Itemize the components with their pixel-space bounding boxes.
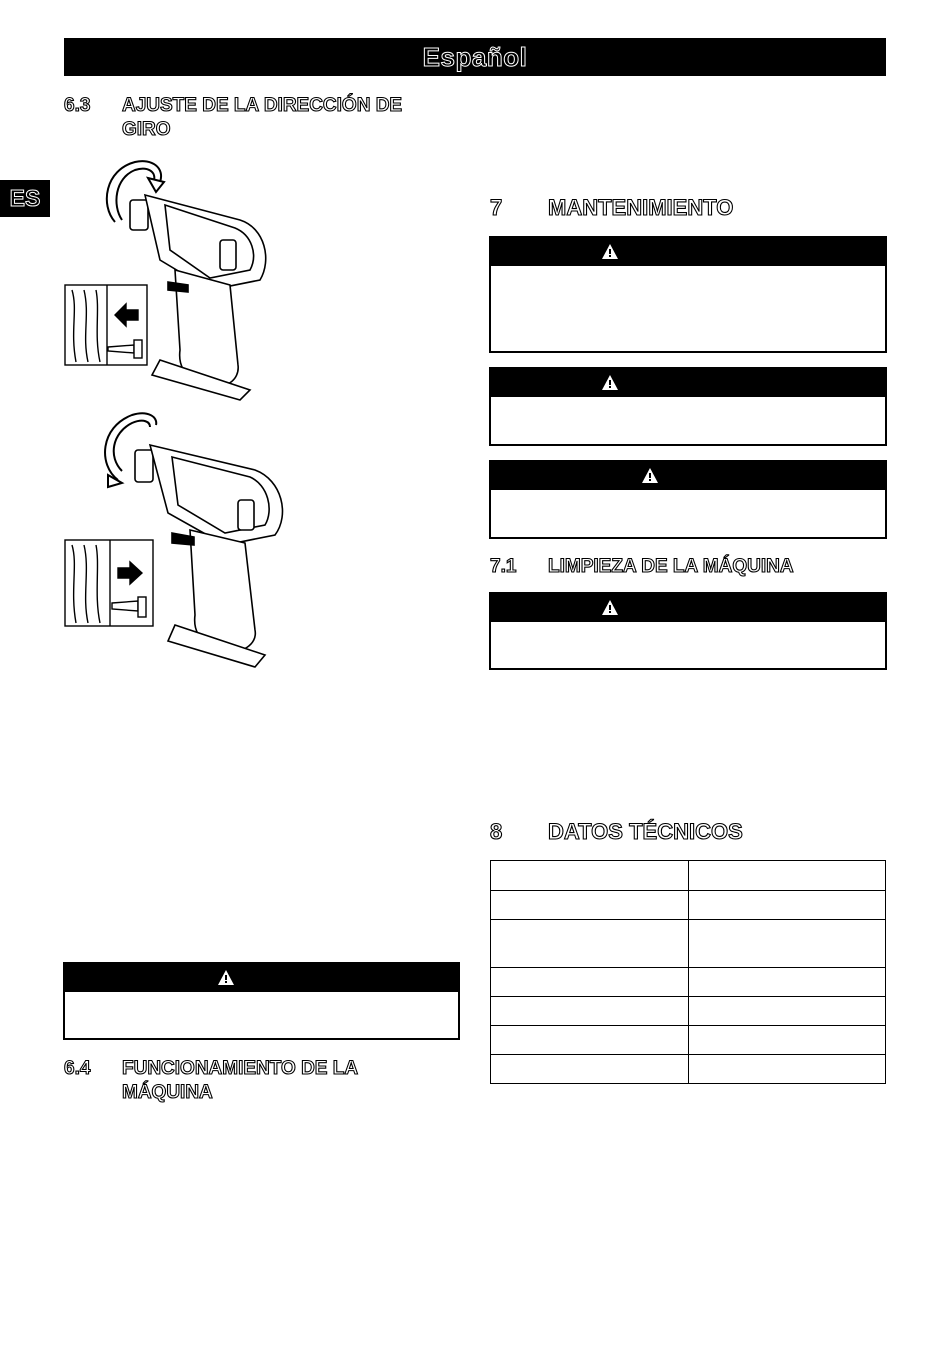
section-title-line1: AJUSTE DE LA DIRECCIÓN DE — [122, 95, 403, 116]
impact-driver-drawing — [130, 195, 266, 400]
table-cell — [688, 968, 886, 997]
section-title: DATOS TÉCNICOS — [548, 819, 743, 844]
section-7-heading — [490, 195, 886, 223]
warning-box-7b — [489, 367, 887, 446]
section-number: 6.3 — [64, 95, 91, 116]
table-cell — [688, 1026, 886, 1055]
table-cell — [688, 920, 886, 968]
section-number: 6.4 — [64, 1058, 91, 1079]
table-cell — [491, 1026, 689, 1055]
table-cell — [491, 997, 689, 1026]
table-row — [491, 861, 886, 891]
page-title: Español — [422, 42, 528, 72]
section-6-3-heading — [64, 94, 444, 146]
table-cell — [491, 920, 689, 968]
table-cell — [491, 891, 689, 920]
warning-box-7a — [489, 236, 887, 353]
section-number: 8 — [490, 819, 503, 844]
table-cell — [491, 1055, 689, 1084]
warning-header — [491, 369, 885, 397]
section-title: LIMPIEZA DE LA MÁQUINA — [548, 556, 794, 577]
warning-triangle-icon — [601, 374, 619, 391]
impact-driver-drawing — [135, 445, 282, 667]
warning-triangle-icon — [641, 467, 659, 484]
table-row — [491, 1055, 886, 1084]
warning-triangle-icon — [601, 599, 619, 616]
wood-screw-panel — [65, 285, 147, 365]
figure-forward-rotation — [60, 405, 300, 675]
technical-data-table — [490, 860, 886, 1084]
warning-header — [491, 594, 885, 622]
page-header-bar — [64, 38, 886, 76]
warning-header — [65, 964, 458, 992]
table-row — [491, 968, 886, 997]
table-row — [491, 920, 886, 968]
section-8-heading — [490, 819, 886, 847]
section-number: 7.1 — [490, 556, 517, 577]
table-cell — [688, 861, 886, 891]
section-6-4-heading — [64, 1057, 444, 1109]
wood-screw-panel — [65, 540, 153, 626]
table-cell — [688, 997, 886, 1026]
section-title-line2: GIRO — [122, 119, 171, 140]
section-number: 7 — [490, 195, 503, 220]
section-title-line1: FUNCIONAMIENTO DE LA — [122, 1058, 359, 1079]
table-cell — [491, 861, 689, 891]
warning-box-left — [63, 962, 460, 1040]
warning-triangle-icon — [217, 969, 235, 986]
section-7-1-heading — [490, 555, 886, 581]
warning-triangle-icon — [601, 243, 619, 260]
table-row — [491, 891, 886, 920]
warning-header — [491, 462, 885, 490]
warning-header — [491, 238, 885, 266]
warning-box-7-1 — [489, 592, 887, 670]
table-row — [491, 997, 886, 1026]
language-tab: ES — [0, 180, 50, 217]
table-row — [491, 1026, 886, 1055]
table-cell — [688, 891, 886, 920]
table-cell — [688, 1055, 886, 1084]
section-title-line2: MÁQUINA — [122, 1082, 213, 1103]
table-cell — [491, 968, 689, 997]
section-title: MANTENIMIENTO — [548, 195, 734, 220]
figure-reverse-rotation — [60, 150, 300, 410]
warning-box-7c — [489, 460, 887, 539]
